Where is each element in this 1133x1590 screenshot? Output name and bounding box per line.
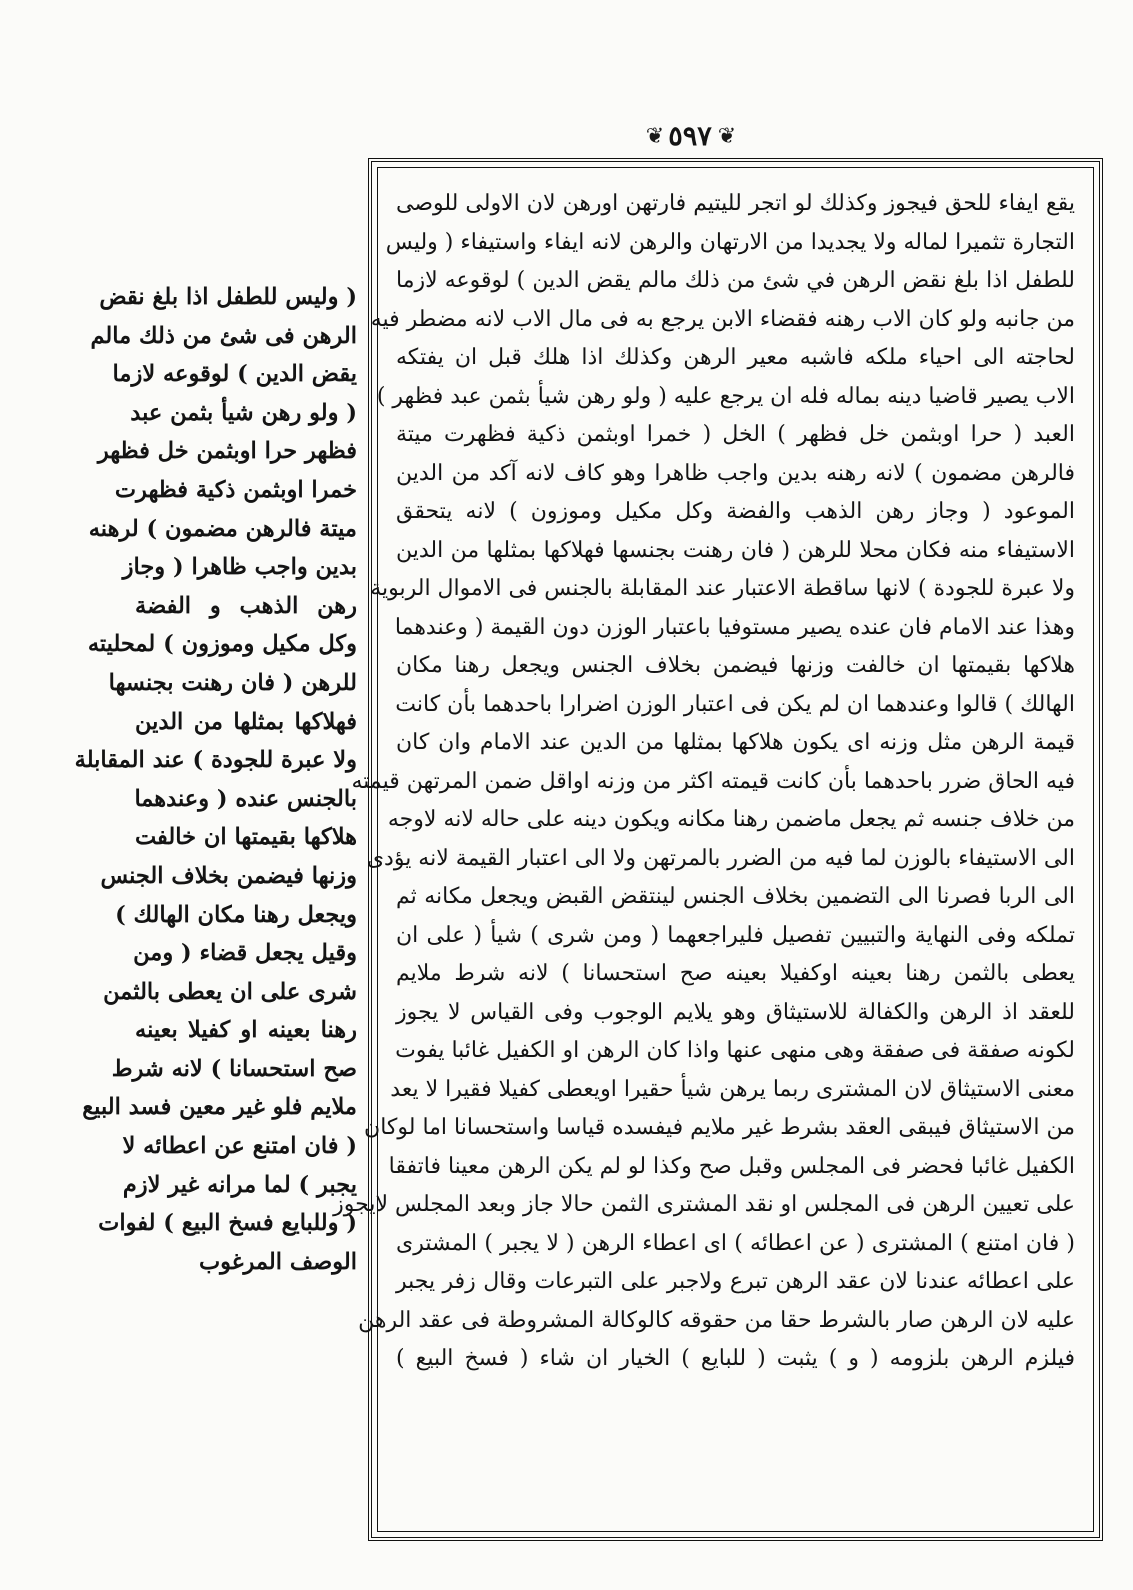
margin-text-line: يقض الدين ) لوقوعه لازما xyxy=(112,361,357,388)
main-text-line: الاستيفاء منه فكان محلا للرهن ( فان رهنت بجنسها فهلاكها بمثلها من الدين xyxy=(396,537,1075,563)
main-text-line: لكونه صفقة فى صفقة وهى منهى عنها واذا كان الرهن او الكفيل غائبا يفوت xyxy=(395,1038,1075,1063)
margin-text-line: ( فان امتنع عن اعطائه لا xyxy=(122,1133,357,1160)
main-text-line: للطفل اذا بلغ نقض الرهن في شئ من ذلك مالم يقض الدين ) لوقوعه لازما xyxy=(396,268,1075,293)
main-text-line: ( فان امتنع ) المشترى ( عن اعطائه ) اى اعطاء الرهن ( لا يجبر ) المشترى xyxy=(396,1230,1075,1256)
margin-text-line: ملايم فلو غير معين فسد البيع xyxy=(82,1094,357,1121)
main-text-line: الهالك ) قالوا وعندهما ان لم يكن فى اعتبار الوزن اضرارا باحدهما بأن كانت xyxy=(395,691,1075,717)
main-text-line: الى الاستيفاء بالوزن لما فيه من الضرر بالمرتهن ولا الى اعتبار القيمة لانه يؤدى xyxy=(366,845,1075,871)
margin-commentary xyxy=(74,278,357,1281)
main-text-line: التجارة تثميرا لماله ولا يجديدا من الارتهان والرهن لانه ايفاء واستيفاء ( وليس xyxy=(385,229,1075,255)
margin-text-line: للرهن ( فان رهنت بجنسها xyxy=(108,669,357,696)
main-text-line: فيلزم الرهن بلزومه ( و ) يثبت ( للبايع ) الخيار ان شاء ( فسخ البيع ) xyxy=(396,1346,1075,1371)
margin-text-line: ( وليس للطفل اذا بلغ نقض xyxy=(99,284,357,310)
main-text-frame xyxy=(333,158,1103,1541)
margin-text-line: بدين واجب ظاهرا ( وجاز xyxy=(122,554,357,581)
left-ornament-icon: ❦ xyxy=(645,123,663,149)
margin-text-line: فهلاكها بمثلها من الدين xyxy=(135,708,357,735)
main-text-line: للعقد اذ الرهن والكفالة للاستيثاق وهو يلايم الوجوب وفى القياس لا يجوز xyxy=(396,999,1075,1025)
main-text-line: ولا عبرة للجودة ) لانها ساقطة الاعتبار عند المقابلة بالجنس فى الاموال الربوية xyxy=(370,576,1075,601)
main-text-line: على تعيين الرهن فى المجلس او نقد المشترى الثمن حالا جاز وبعد المجلس لايجوز xyxy=(333,1192,1075,1217)
main-text-line: تملكه وفى النهاية والتبيين تفصيل فليراجعهما ( ومن شرى ) شيأ ( على ان xyxy=(396,922,1075,948)
margin-text-line: وكل مكيل وموزون ) لمحليته xyxy=(87,631,357,658)
main-text-line: فيه الحاق ضرر باحدهما بأن كانت قيمته اكثر من وزنه اواقل ضمن المرتهن قيمته xyxy=(351,768,1075,794)
main-text-line: فالرهن مضمون ) لانه رهنه بدين واجب ظاهرا وهو كاف لانه آكد من الدين xyxy=(396,460,1075,486)
page-number: ٥٩٧ xyxy=(668,120,712,152)
margin-text-line: خمرا اوبثمن ذكية فظهرت xyxy=(114,476,357,503)
main-text-line: لحاجته الى احياء ملكه فاشبه معير الرهن وكذلك اذا هلك قبل ان يفتكه xyxy=(396,345,1075,370)
margin-text-line: هلاكها بقيمتها ان خالفت xyxy=(134,824,357,851)
margin-text-line: وقيل يجعل قضاء ( ومن xyxy=(133,940,357,967)
margin-text-line: ويجعل رهنا مكان الهالك ) xyxy=(115,901,357,928)
margin-text-line: بالجنس عنده ( وعندهما xyxy=(134,785,357,812)
margin-text-line: ميتة فالرهن مضمون ) لرهنه xyxy=(88,515,357,542)
main-text-line: من خلاف جنسه ثم يجعل ماضمن رهنا مكانه ويكون دينه على حاله لانه لاوجه xyxy=(387,807,1075,832)
margin-text-line: الرهن فى شئ من ذلك مالم xyxy=(90,322,357,349)
main-text-line: يعطى بالثمن رهنا بعينه اوكفيلا بعينه صح استحسانا ) لانه شرط ملايم xyxy=(396,961,1075,986)
page-header xyxy=(600,118,780,154)
margin-text-line: صح استحسانا ) لانه شرط xyxy=(111,1055,357,1082)
main-text-line: الى الربا فصرنا الى التضمين بخلاف الجنس لينتقض القبض ويجعل مكانه ثم xyxy=(396,884,1075,909)
main-text-line: من جانبه ولو كان الاب رهنه فقضاء الابن يرجع به فى مال الاب لانه مضطر فيه xyxy=(370,306,1075,332)
margin-text-line: الوصف المرغوب xyxy=(198,1248,357,1275)
main-text-line: وهذا عند الامام فان عنده يصير مستوفيا باعتبار الوزن دون القيمة ( وعندهما xyxy=(394,614,1075,640)
main-text-line: من الاستيثاق فيبقى العقد بشرط غير ملايم فيفسده قياسا واستحسانا اما لوكان xyxy=(364,1115,1075,1140)
margin-text-line: وزنها فيضمن بخلاف الجنس xyxy=(100,862,357,889)
margin-text-line: فظهر حرا اوبثمن خل فظهر xyxy=(97,438,357,465)
main-text-line: قيمة الرهن مثل وزنه اى يكون هلاكها بمثلها من الدين عند الامام وان كان xyxy=(396,730,1075,755)
main-text-body xyxy=(333,185,1075,1379)
margin-text-line: ( وللبايع فسخ البيع ) لفوات xyxy=(98,1210,357,1237)
main-text-line: الكفيل غائبا فحضر فى المجلس وقبل صح وكذا لو لم يكن الرهن معينا فاتفقا xyxy=(388,1153,1075,1179)
main-text-line: هلاكها بقيمتها ان خالفت وزنها فيضمن بخلاف الجنس ويجعل رهنا مكان xyxy=(396,653,1075,678)
margin-text-line: يجبر ) لما مرانه غير لازم xyxy=(122,1171,357,1198)
main-text-inner-border xyxy=(333,167,1094,1532)
margin-text-line: شرى على ان يعطى بالثمن xyxy=(103,978,357,1005)
main-text-line: العبد ( حرا اوبثمن خل فظهر ) الخل ( خمرا اوبثمن ذكية فظهرت ميتة xyxy=(396,422,1075,447)
margin-text-line: رهن الذهب و الفضة xyxy=(135,592,357,619)
main-text-line: معنى الاستيثاق لان المشترى ربما يرهن شيأ حقيرا اويعطى كفيلا فقيرا لا يعد xyxy=(390,1076,1075,1102)
margin-text-line: ولا عبرة للجودة ) عند المقابلة xyxy=(74,747,357,774)
main-text-line: الموعود ( وجاز رهن الذهب والفضة وكل مكيل وموزون ) لانه يتحقق xyxy=(396,499,1075,524)
main-text-line: على اعطائه عندنا لان عقد الرهن تبرع ولاجبر على التبرعات وقال زفر يجبر xyxy=(396,1269,1075,1294)
main-text-line: عليه لان الرهن صار بالشرط حقا من حقوقه كالوكالة المشروطة فى عقد الرهن xyxy=(358,1307,1075,1333)
main-text-line: الاب يصير قاضيا دينه بماله فله ان يرجع عليه ( ولو رهن شيأ بثمن عبد فظهر ) xyxy=(376,383,1075,409)
margin-text-line: رهنا بعينه او كفيلا بعينه xyxy=(135,1017,357,1044)
main-text-line: يقع ايفاء للحق فيجوز وكذلك لو اتجر لليتيم فارتهن اورهن لان الاولى للوصى xyxy=(396,191,1075,216)
margin-text-line: ( ولو رهن شيأ بثمن عبد xyxy=(130,399,357,426)
right-ornament-icon: ❦ xyxy=(717,123,735,149)
